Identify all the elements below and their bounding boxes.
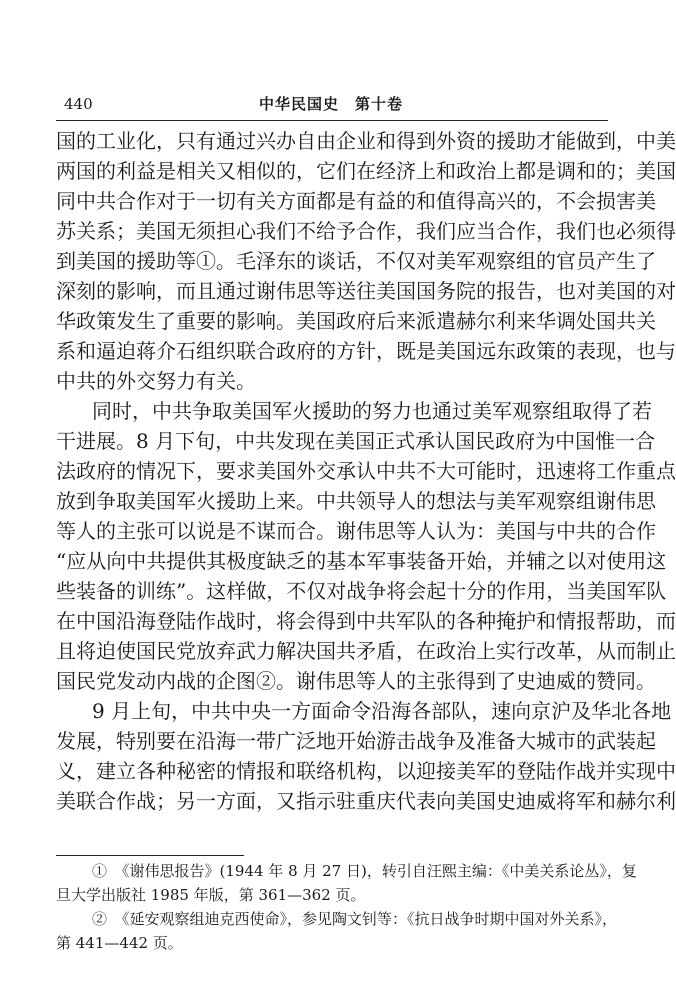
text-line: 美联合作战；另一方面，又指示驻重庆代表向美国史迪威将军和赫尔利 — [56, 789, 676, 813]
text-line: “应从向中共提供其极度缺乏的基本军事装备开始，并辅之以对使用这 — [56, 549, 667, 573]
text-line: 苏关系；美国无须担心我们不给予合作，我们应当合作，我们也必须得 — [56, 219, 676, 243]
header-rule — [56, 120, 608, 121]
footnote-line: 旦大学出版社 1985 年版，第 361—362 页。 — [56, 886, 366, 904]
running-title: 中华民国史 第十卷 — [258, 95, 403, 113]
page-number: 440 — [64, 95, 93, 113]
text-line: 华政策发生了重要的影响。美国政府后来派遣赫尔利来华调处国共关 — [56, 309, 656, 333]
text-line: 到美国的援助等①。毛泽东的谈话，不仅对美军观察组的官员产生了 — [56, 249, 656, 273]
text-line: 国民党发动内战的企图②。谢伟思等人的主张得到了史迪威的赞同。 — [56, 669, 656, 693]
body-text — [56, 126, 676, 816]
text-line: 放到争取美国军火援助上来。中共领导人的想法与美军观察组谢伟思 — [56, 489, 656, 513]
footnotes — [56, 859, 637, 955]
text-line: 等人的主张可以说是不谋而合。谢伟思等人认为：美国与中共的合作 — [56, 519, 656, 543]
text-line: 且将迫使国民党放弃武力解决国共矛盾，在政治上实行改革，从而制止 — [56, 639, 676, 663]
text-line: 干进展。8 月下旬，中共发现在美国正式承认国民政府为中国惟一合 — [56, 429, 656, 453]
text-line: 法政府的情况下，要求美国外交承认中共不大可能时，迅速将工作重点 — [56, 459, 676, 483]
text-line: 两国的利益是相关又相似的，它们在经济上和政治上都是调和的；美国 — [56, 159, 676, 183]
text-line: 在中国沿海登陆作战时，将会得到中共军队的各种掩护和情报帮助，而 — [56, 609, 676, 633]
text-line: 9 月上旬，中共中央一方面命令沿海各部队，速向京沪及华北各地 — [92, 699, 672, 723]
text-line: 深刻的影响，而且通过谢伟思等送往美国国务院的报告，也对美国的对 — [56, 279, 676, 303]
text-line: 义，建立各种秘密的情报和联络机构，以迎接美军的登陆作战并实现中 — [56, 759, 676, 783]
text-line: 国的工业化，只有通过兴办自由企业和得到外资的援助才能做到，中美 — [56, 129, 676, 153]
footnote-line: ① 《谢伟思报告》(1944 年 8 月 27 日)，转引自汪熙主编：《中美关系论丛》，复 — [92, 862, 637, 880]
text-line: 同中共合作对于一切有关方面都是有益的和值得高兴的，不会损害美 — [56, 189, 656, 213]
text-line: 发展，特别要在沿海一带广泛地开始游击战争及准备大城市的武装起 — [56, 729, 656, 753]
text-line: 些装备的训练”。这样做，不仅对战争将会起十分的作用，当美国军队 — [56, 579, 667, 603]
footnote-rule — [56, 855, 244, 856]
text-line: 中共的外交努力有关。 — [56, 369, 256, 393]
page-header — [56, 93, 606, 115]
text-line: 系和逼迫蒋介石组织联合政府的方针，既是美国远东政策的表现，也与 — [56, 339, 676, 363]
footnote-line: 第 441—442 页。 — [56, 934, 183, 952]
text-line: 同时，中共争取美国军火援助的努力也通过美军观察组取得了若 — [92, 399, 652, 423]
footnote-line: ② 《延安观察组迪克西使命》，参见陶文钊等：《抗日战争时期中国对外关系》， — [92, 910, 618, 928]
